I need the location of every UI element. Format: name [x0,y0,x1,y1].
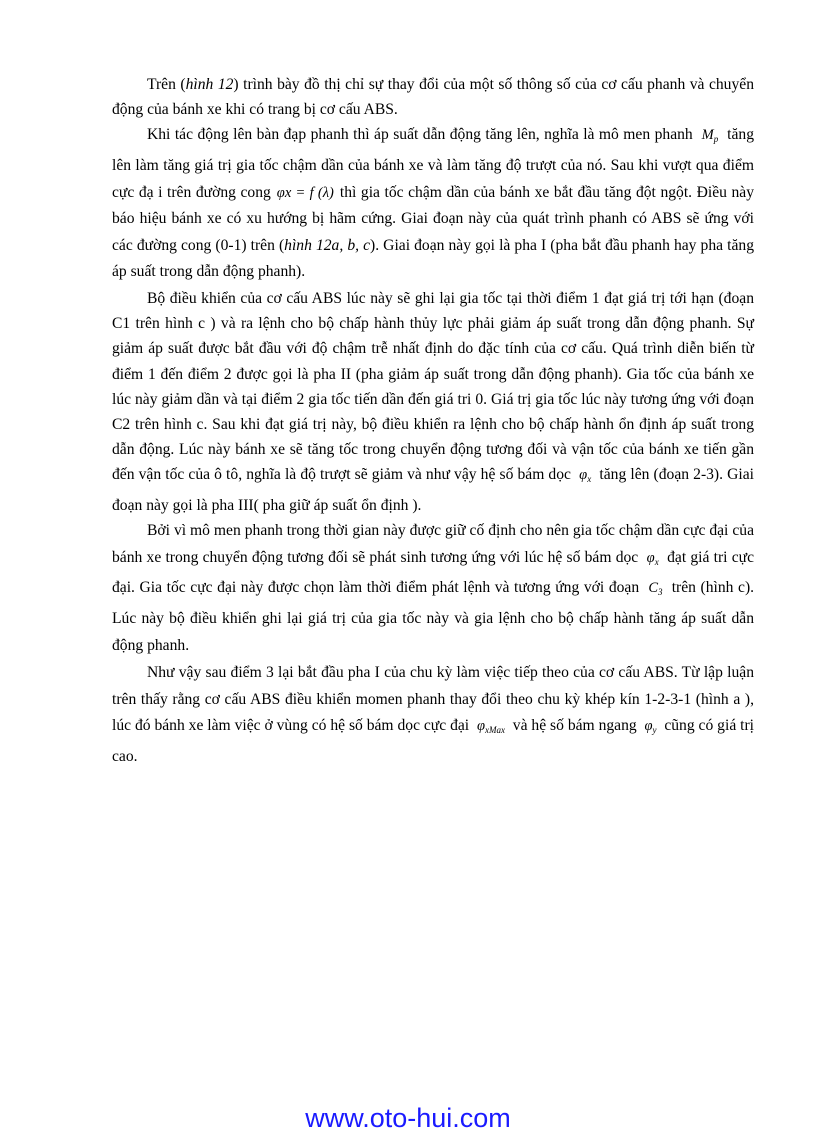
p4-text-3: trên (hình c). Lúc này bộ điều khiển ghi lại giá trị của gia tốc này và gia lệnh cho bộ chấp hành tăng áp suất dẫn động phanh. [112,579,755,654]
phi-x-symbol: φ [646,549,655,566]
paragraph-5 [112,660,754,771]
p2-text-2: tăng lên làm tăng giá trị gia tốc chậm dần của bánh xe và làm tăng độ trượt của nó. Sau khi vượt qua điểm cực đạ i trên đường cong [112,126,755,201]
c3-subscript: 3 [658,587,663,598]
adhesion-formula: φx = f (λ) [276,184,334,201]
phi-xmax-subscript: xMax [484,725,505,736]
paragraph-3 [112,286,754,518]
c3-symbol: C [648,580,658,597]
phi-y-subscript: y [652,725,657,736]
website-footer-link[interactable]: www.oto-hui.com [305,1103,511,1133]
paragraph-4 [112,518,754,660]
p1-text-2: ) trình bày đồ thị chỉ sự thay đổi của một số thông số của cơ cấu phanh và chuyển động của bánh xe khi có trang bị cơ cấu ABS. [112,76,754,119]
p4-text-2: đạt giá tri cực đại. Gia tốc cực đại này được chọn làm thời điểm phát lệnh và tương ứng với đoạn [112,548,755,597]
p2-text-4: ). Giai đoạn này gọi là pha I (pha bắt đầu phanh hay pha tăng áp suất trong dẫn động phanh). [112,236,754,281]
p5-text-2: và hệ số bám ngang [512,717,637,735]
paragraph-2 [112,122,754,286]
phi-x-subscript: x [654,556,659,567]
p4-text-1: Bởi vì mô men phanh trong thời gian này được giữ cố định cho nên gia tốc chậm dần cực đại của bánh xe trong chuyển động tương đối sẽ phát sinh tương ứng với lúc hệ số bám dọc [112,521,754,566]
p5-text-3: cũng có giá trị cao. [112,717,754,766]
p1-text-1: Trên ( [147,76,186,93]
phi-x-subscript: x [587,474,592,485]
p3-text-2: tăng lên (đoạn 2-3). Giai đoạn này gọi là pha III( pha giữ áp suất ổn định ). [112,466,754,514]
p3-text-1: Bộ điều khiển của cơ cấu ABS lúc này sẽ ghi lại gia tốc tại thời điểm 1 đạt giá trị tới hạn (đoạn C1 trên hình c ) và ra lệnh cho bộ chấp hành thủy lực phải giảm áp suất trong dẫn động phanh. Sự giảm áp suất được bắt đầu với độ chậm trễ nhất định do đặc tính của cơ cấu. Quá trình diễn biến từ điểm 1 đến điểm 2 được gọi là pha II (pha giảm áp suất trong dẫn động phanh). Gia tốc của bánh xe lúc này giảm dần và tại điểm 2 gia tốc tiến dần đến giá tri 0. Giá trị gia tốc lúc này tương ứng với đoạn C2 trên hình c. Sau khi đạt giá trị này, bộ điều khiển ra lệnh cho bộ chấp hành ổn định áp suất trong dẫn động. Lúc này bánh xe sẽ tăng tốc trong chuyển động tương đối và vận tốc của bánh xe tiến gần đến vận tốc của ô tô, nghĩa là độ trượt sẽ giảm và như vậy hệ số bám dọc [112,289,754,484]
p2-text-3: thì gia tốc chậm dần của bánh xe bắt đầu tăng đột ngột. Điều này báo hiệu bánh xe có xu hướng bị hãm cứng. Giai đoạn này của quát trình phanh có ABS sẽ ứng với các đường cong (0-1) trên ( [112,183,755,254]
p5-text-1: Như vậy sau điểm 3 lại bắt đầu pha I của chu kỳ làm việc tiếp theo của cơ cấu ABS. Từ lập luận trên thấy rằng cơ cấu ABS điều khiển momen phanh thay đổi theo chu kỳ khép kín 1-2-3-1 (hình a ), lúc đó bánh xe làm việc ở vùng có hệ số bám dọc cực đại [112,663,754,735]
phi-y-symbol: φ [644,718,653,735]
brake-moment-symbol: M [701,127,714,144]
paragraph-1 [112,72,754,122]
document-body [112,72,754,771]
figure-reference: hình 12 [185,76,234,93]
brake-moment-subscript: p [713,134,719,145]
phi-x-symbol: φ [579,467,588,484]
phi-xmax-symbol: φ [476,718,485,735]
p2-text-1: Khi tác động lên bàn đạp phanh thì áp suất dẫn động tăng lên, nghĩa là mô men phanh [147,126,693,144]
figure-reference: hình 12a, b, c [284,236,371,254]
